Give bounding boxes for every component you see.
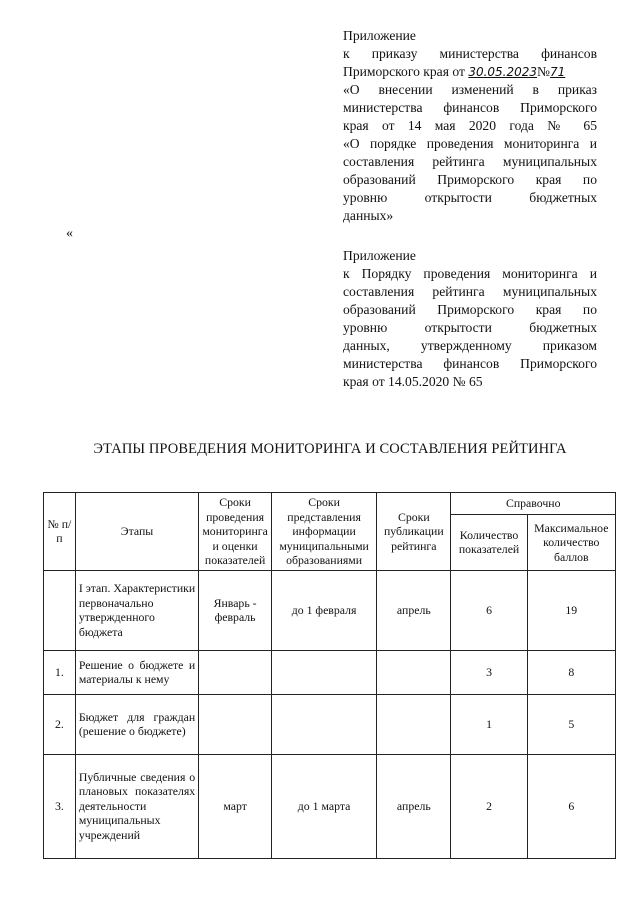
appendix-line: министерства финансов Приморского (343, 356, 597, 371)
cell-num (44, 570, 76, 650)
cell-publication: апрель (377, 570, 451, 650)
appendix-line: Приморского края от (343, 64, 465, 79)
appendix-line: данных» (343, 208, 394, 223)
opening-quote-mark: « (66, 226, 73, 241)
cell-stage: Публичные сведения о плановых показателях деятельности муниципальных учреждений (75, 754, 198, 858)
appendix-line: «О внесении изменений в приказ (343, 82, 597, 97)
cell-period: Январь - февраль (199, 570, 272, 650)
appendix-line: составления рейтинга муниципальных (343, 284, 597, 299)
appendix-line: данных, утвержденному приказом (343, 338, 597, 353)
appendix-line: к приказу министерства финансов (343, 46, 597, 61)
cell-submission (272, 694, 377, 754)
handwritten-date: 30.05.2023 (468, 65, 538, 79)
cell-num: 3. (44, 754, 76, 858)
cell-period (199, 650, 272, 694)
appendix-order-header (343, 27, 597, 225)
cell-period (199, 694, 272, 754)
header-indicators-count: Количество показателей (451, 515, 527, 570)
appendix-line: министерства финансов Приморского (343, 100, 597, 115)
header-stage: Этапы (75, 493, 198, 571)
appendix-date-line (343, 63, 597, 81)
cell-count: 6 (451, 570, 527, 650)
appendix-title: Приложение (343, 248, 416, 263)
cell-publication (377, 694, 451, 754)
stages-table (43, 492, 616, 859)
appendix-procedure-header (343, 247, 597, 391)
appendix-line: уровню открытости бюджетных (343, 190, 597, 205)
cell-period: март (199, 754, 272, 858)
cell-points: 8 (527, 650, 615, 694)
header-publication: Сроки публикации рейтинга (377, 493, 451, 571)
cell-count: 1 (451, 694, 527, 754)
page-title: ЭТАПЫ ПРОВЕДЕНИЯ МОНИТОРИНГА И СОСТАВЛЕНИЯ РЕЙТИНГА (93, 441, 567, 457)
cell-submission: до 1 марта (272, 754, 377, 858)
cell-count: 2 (451, 754, 527, 858)
table-row (44, 650, 616, 694)
appendix-title: Приложение (343, 28, 416, 43)
appendix-line: уровню открытости бюджетных (343, 320, 597, 335)
cell-count: 3 (451, 650, 527, 694)
cell-submission: до 1 февраля (272, 570, 377, 650)
appendix-line: образований Приморского края по (343, 172, 597, 187)
table-header-row (44, 493, 616, 515)
cell-points: 6 (527, 754, 615, 858)
cell-points: 19 (527, 570, 615, 650)
appendix-line: образований Приморского края по (343, 302, 597, 317)
cell-num: 2. (44, 694, 76, 754)
handwritten-number: 71 (550, 65, 566, 79)
cell-submission (272, 650, 377, 694)
number-sign: № (537, 64, 551, 79)
appendix-line: края от 14.05.2020 № 65 (343, 374, 483, 389)
header-reference: Справочно (451, 493, 616, 515)
appendix-line: «О порядке проведения мониторинга и (343, 136, 597, 151)
appendix-line: к Порядку проведения мониторинга и (343, 266, 597, 281)
cell-num: 1. (44, 650, 76, 694)
appendix-line: края от 14 мая 2020 года № 65 (343, 118, 597, 133)
table-row (44, 694, 616, 754)
table-row (44, 754, 616, 858)
cell-publication: апрель (377, 754, 451, 858)
header-period: Сроки проведения мониторинга и оценки показателей (199, 493, 272, 571)
header-max-points: Максимальное количество баллов (527, 515, 615, 570)
cell-stage: I этап. Характеристики первоначально утвержденного бюджета (75, 570, 198, 650)
header-submission: Сроки представления информации муниципальными образованиями (272, 493, 377, 571)
cell-points: 5 (527, 694, 615, 754)
appendix-line: составления рейтинга муниципальных (343, 154, 597, 169)
cell-stage: Решение о бюджете и материалы к нему (75, 650, 198, 694)
cell-stage: Бюджет для граждан (решение о бюджете) (75, 694, 198, 754)
table-row (44, 570, 616, 650)
cell-publication (377, 650, 451, 694)
header-num: № п/п (44, 493, 76, 571)
